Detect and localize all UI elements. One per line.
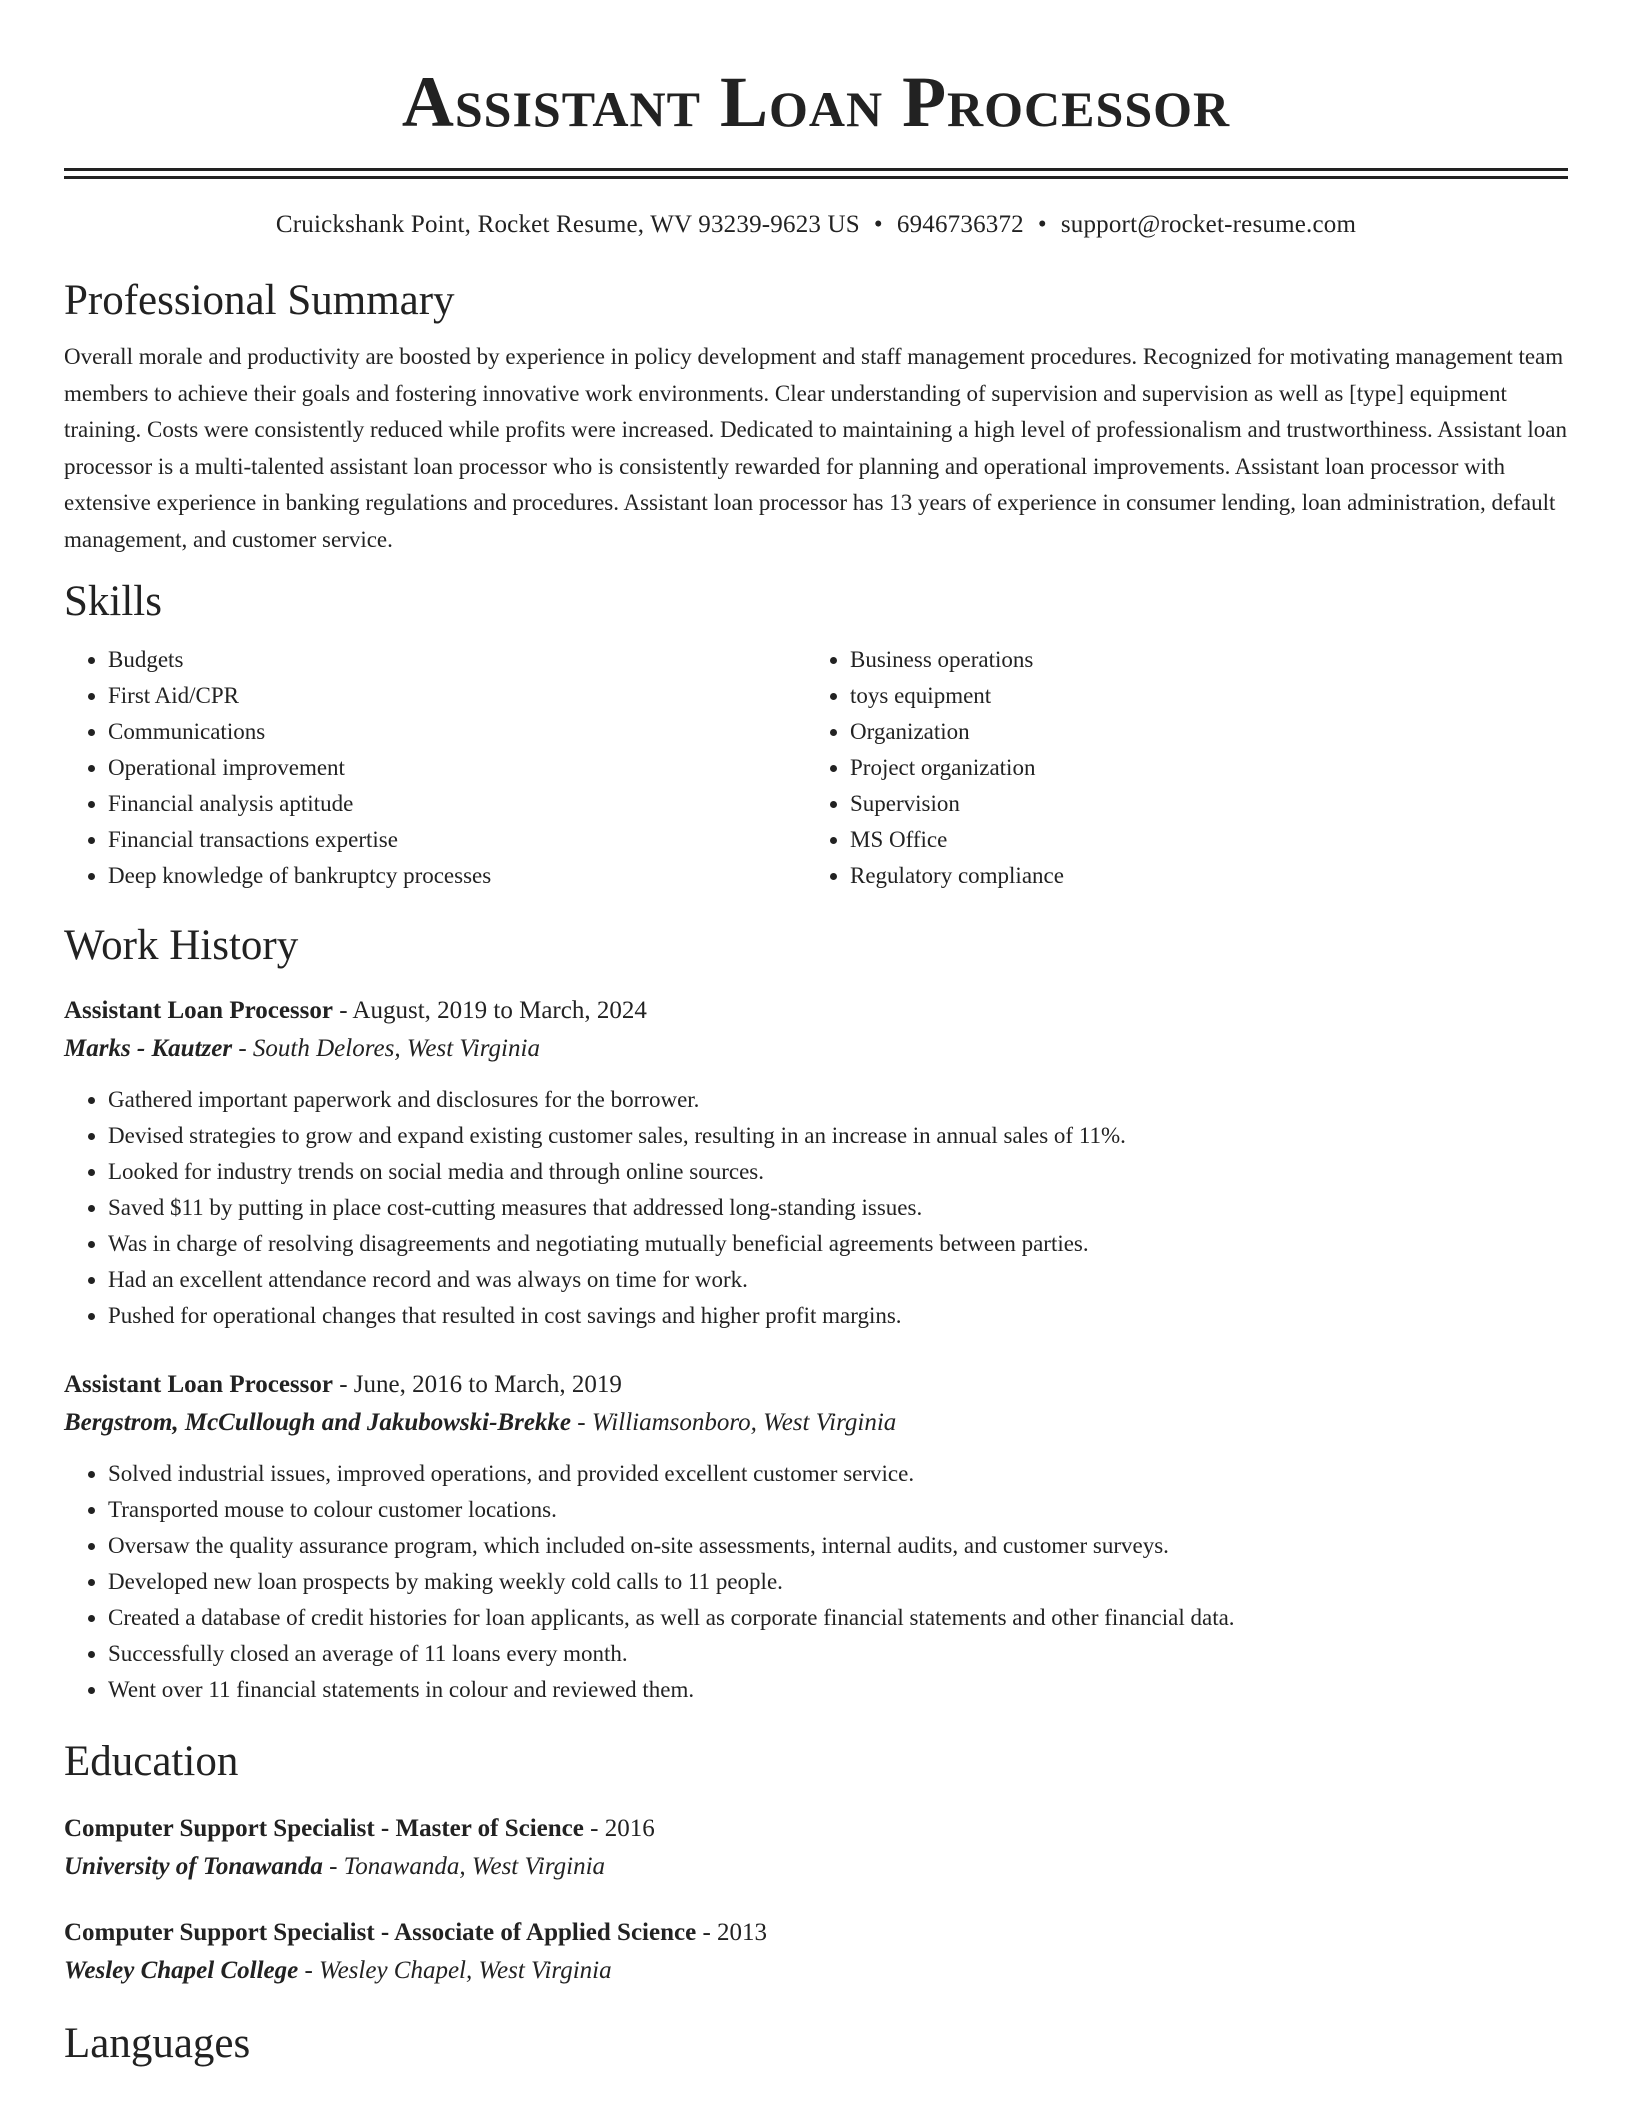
header-divider (64, 168, 1568, 179)
contact-address: Cruickshank Point, Rocket Resume, WV 93239-9623 US (275, 211, 860, 238)
job-bullet: • Pushed for operational changes that resulted in cost savings and higher profit margins. (108, 1298, 1568, 1334)
education-degree: Computer Support Specialist - Associate of Applied Science (64, 1919, 697, 1946)
job-company: Bergstrom, McCullough and Jakubowski-Brekke (64, 1409, 572, 1436)
job-bullet: • Solved industrial issues, improved operations, and provided excellent customer service. (108, 1456, 1568, 1492)
skill-item: • Operational improvement (108, 750, 806, 786)
education-heading (64, 1914, 1568, 1952)
resume-page (64, 0, 1568, 2070)
education-location: - Tonawanda, West Virginia (322, 1853, 606, 1880)
skill-item: • Financial transactions expertise (108, 822, 806, 858)
skill-item: • Regulatory compliance (850, 858, 1550, 894)
job-bullet: • Developed new loan prospects by making weekly cold calls to 11 people. (108, 1564, 1568, 1600)
job-location: - South Delores, West Virginia (232, 1035, 540, 1062)
job-employer (64, 1030, 1568, 1068)
job-entry (64, 992, 1568, 1334)
education-year: - 2016 (583, 1815, 655, 1842)
education-degree: Computer Support Specialist - Master of Science (64, 1815, 584, 1842)
job-title: Assistant Loan Processor (64, 1371, 333, 1398)
contact-separator: • (1037, 211, 1047, 238)
skill-item: • Organization (850, 714, 1550, 750)
job-bullet: • Went over 11 financial statements in colour and reviewed them. (108, 1672, 1568, 1708)
job-dates: - June, 2016 to March, 2019 (332, 1371, 622, 1398)
job-heading (64, 992, 1568, 1030)
education-entry (64, 1914, 1568, 1990)
education-institution (64, 1848, 1568, 1886)
education-school: Wesley Chapel College (64, 1957, 299, 1984)
skill-item: • Supervision (850, 786, 1550, 822)
job-bullet: • Gathered important paperwork and disclosures for the borrower. (108, 1082, 1568, 1118)
contact-separator: • (873, 211, 883, 238)
skills-column-right (806, 642, 1550, 894)
job-bullet: • Devised strategies to grow and expand existing customer sales, resulting in an increase in annual sales of 11%. (108, 1118, 1568, 1154)
skill-item: • Business operations (850, 642, 1550, 678)
section-title-languages: Languages (64, 2020, 251, 2067)
job-bullet: • Transported mouse to colour customer locations. (108, 1492, 1568, 1528)
education-year: - 2013 (696, 1919, 768, 1946)
section-title-summary: Professional Summary (64, 277, 455, 324)
job-bullet: • Was in charge of resolving disagreements and negotiating mutually beneficial agreements between parties. (108, 1226, 1568, 1262)
contact-line (64, 209, 1568, 241)
job-bullet: • Had an excellent attendance record and was always on time for work. (108, 1262, 1568, 1298)
job-bullet: • Successfully closed an average of 11 loans every month. (108, 1636, 1568, 1672)
resume-name: Assistant Loan Processor (401, 62, 1231, 142)
job-bullets (64, 1456, 1568, 1708)
skill-item: • First Aid/CPR (108, 678, 806, 714)
job-company: Marks - Kautzer (64, 1035, 233, 1062)
job-employer (64, 1404, 1568, 1442)
skill-item: • MS Office (850, 822, 1550, 858)
job-bullet: • Saved $11 by putting in place cost-cutting measures that addressed long-standing issues. (108, 1190, 1568, 1226)
job-location: - Williamsonboro, West Virginia (571, 1409, 897, 1436)
contact-phone: 6946736372 (896, 211, 1024, 238)
contact-email: support@rocket-resume.com (1060, 211, 1357, 238)
section-title-education: Education (64, 1738, 239, 1785)
job-dates: - August, 2019 to March, 2024 (332, 997, 647, 1024)
job-title: Assistant Loan Processor (64, 997, 333, 1024)
education-institution (64, 1952, 1568, 1990)
job-bullet: • Oversaw the quality assurance program, which included on-site assessments, internal audits, and customer surveys. (108, 1528, 1568, 1564)
job-bullets (64, 1082, 1568, 1334)
skill-item: • Deep knowledge of bankruptcy processes (108, 858, 806, 894)
skill-item: • Communications (108, 714, 806, 750)
education-location: - Wesley Chapel, West Virginia (298, 1957, 612, 1984)
summary-text: Overall morale and productivity are boosted by experience in policy development and staff management procedures. Recognized for motivating management team members to achieve their goals and fostering innovative work environments. Clear understanding of supervision and supervision as well as [type] equipment training. Costs were consistently reduced while profits were increased. Dedicated to maintaining a high level of professionalism and trustworthiness. Assistant loan processor is a multi-talented assistant loan processor who is consistently rewarded for planning and operational improvements. Assistant loan processor with extensive experience in banking regulations and procedures. Assistant loan processor has 13 years of experience in consumer lending, loan administration, default management, and customer service. (64, 344, 1567, 552)
skills-column-left (64, 642, 806, 894)
job-bullet: • Looked for industry trends on social media and through online sources. (108, 1154, 1568, 1190)
education-heading (64, 1810, 1568, 1848)
skill-item: • Financial analysis aptitude (108, 786, 806, 822)
skills-list (64, 642, 1568, 894)
section-title-skills: Skills (64, 578, 162, 625)
skill-item: • toys equipment (850, 678, 1550, 714)
job-bullet: • Created a database of credit histories for loan applicants, as well as corporate financial statements and other financial data. (108, 1600, 1568, 1636)
education-entry (64, 1810, 1568, 1886)
skill-item: • Budgets (108, 642, 806, 678)
job-heading (64, 1366, 1568, 1404)
section-title-work-history: Work History (64, 922, 299, 969)
skill-item: • Project organization (850, 750, 1550, 786)
job-entry (64, 1366, 1568, 1708)
education-school: University of Tonawanda (64, 1853, 323, 1880)
